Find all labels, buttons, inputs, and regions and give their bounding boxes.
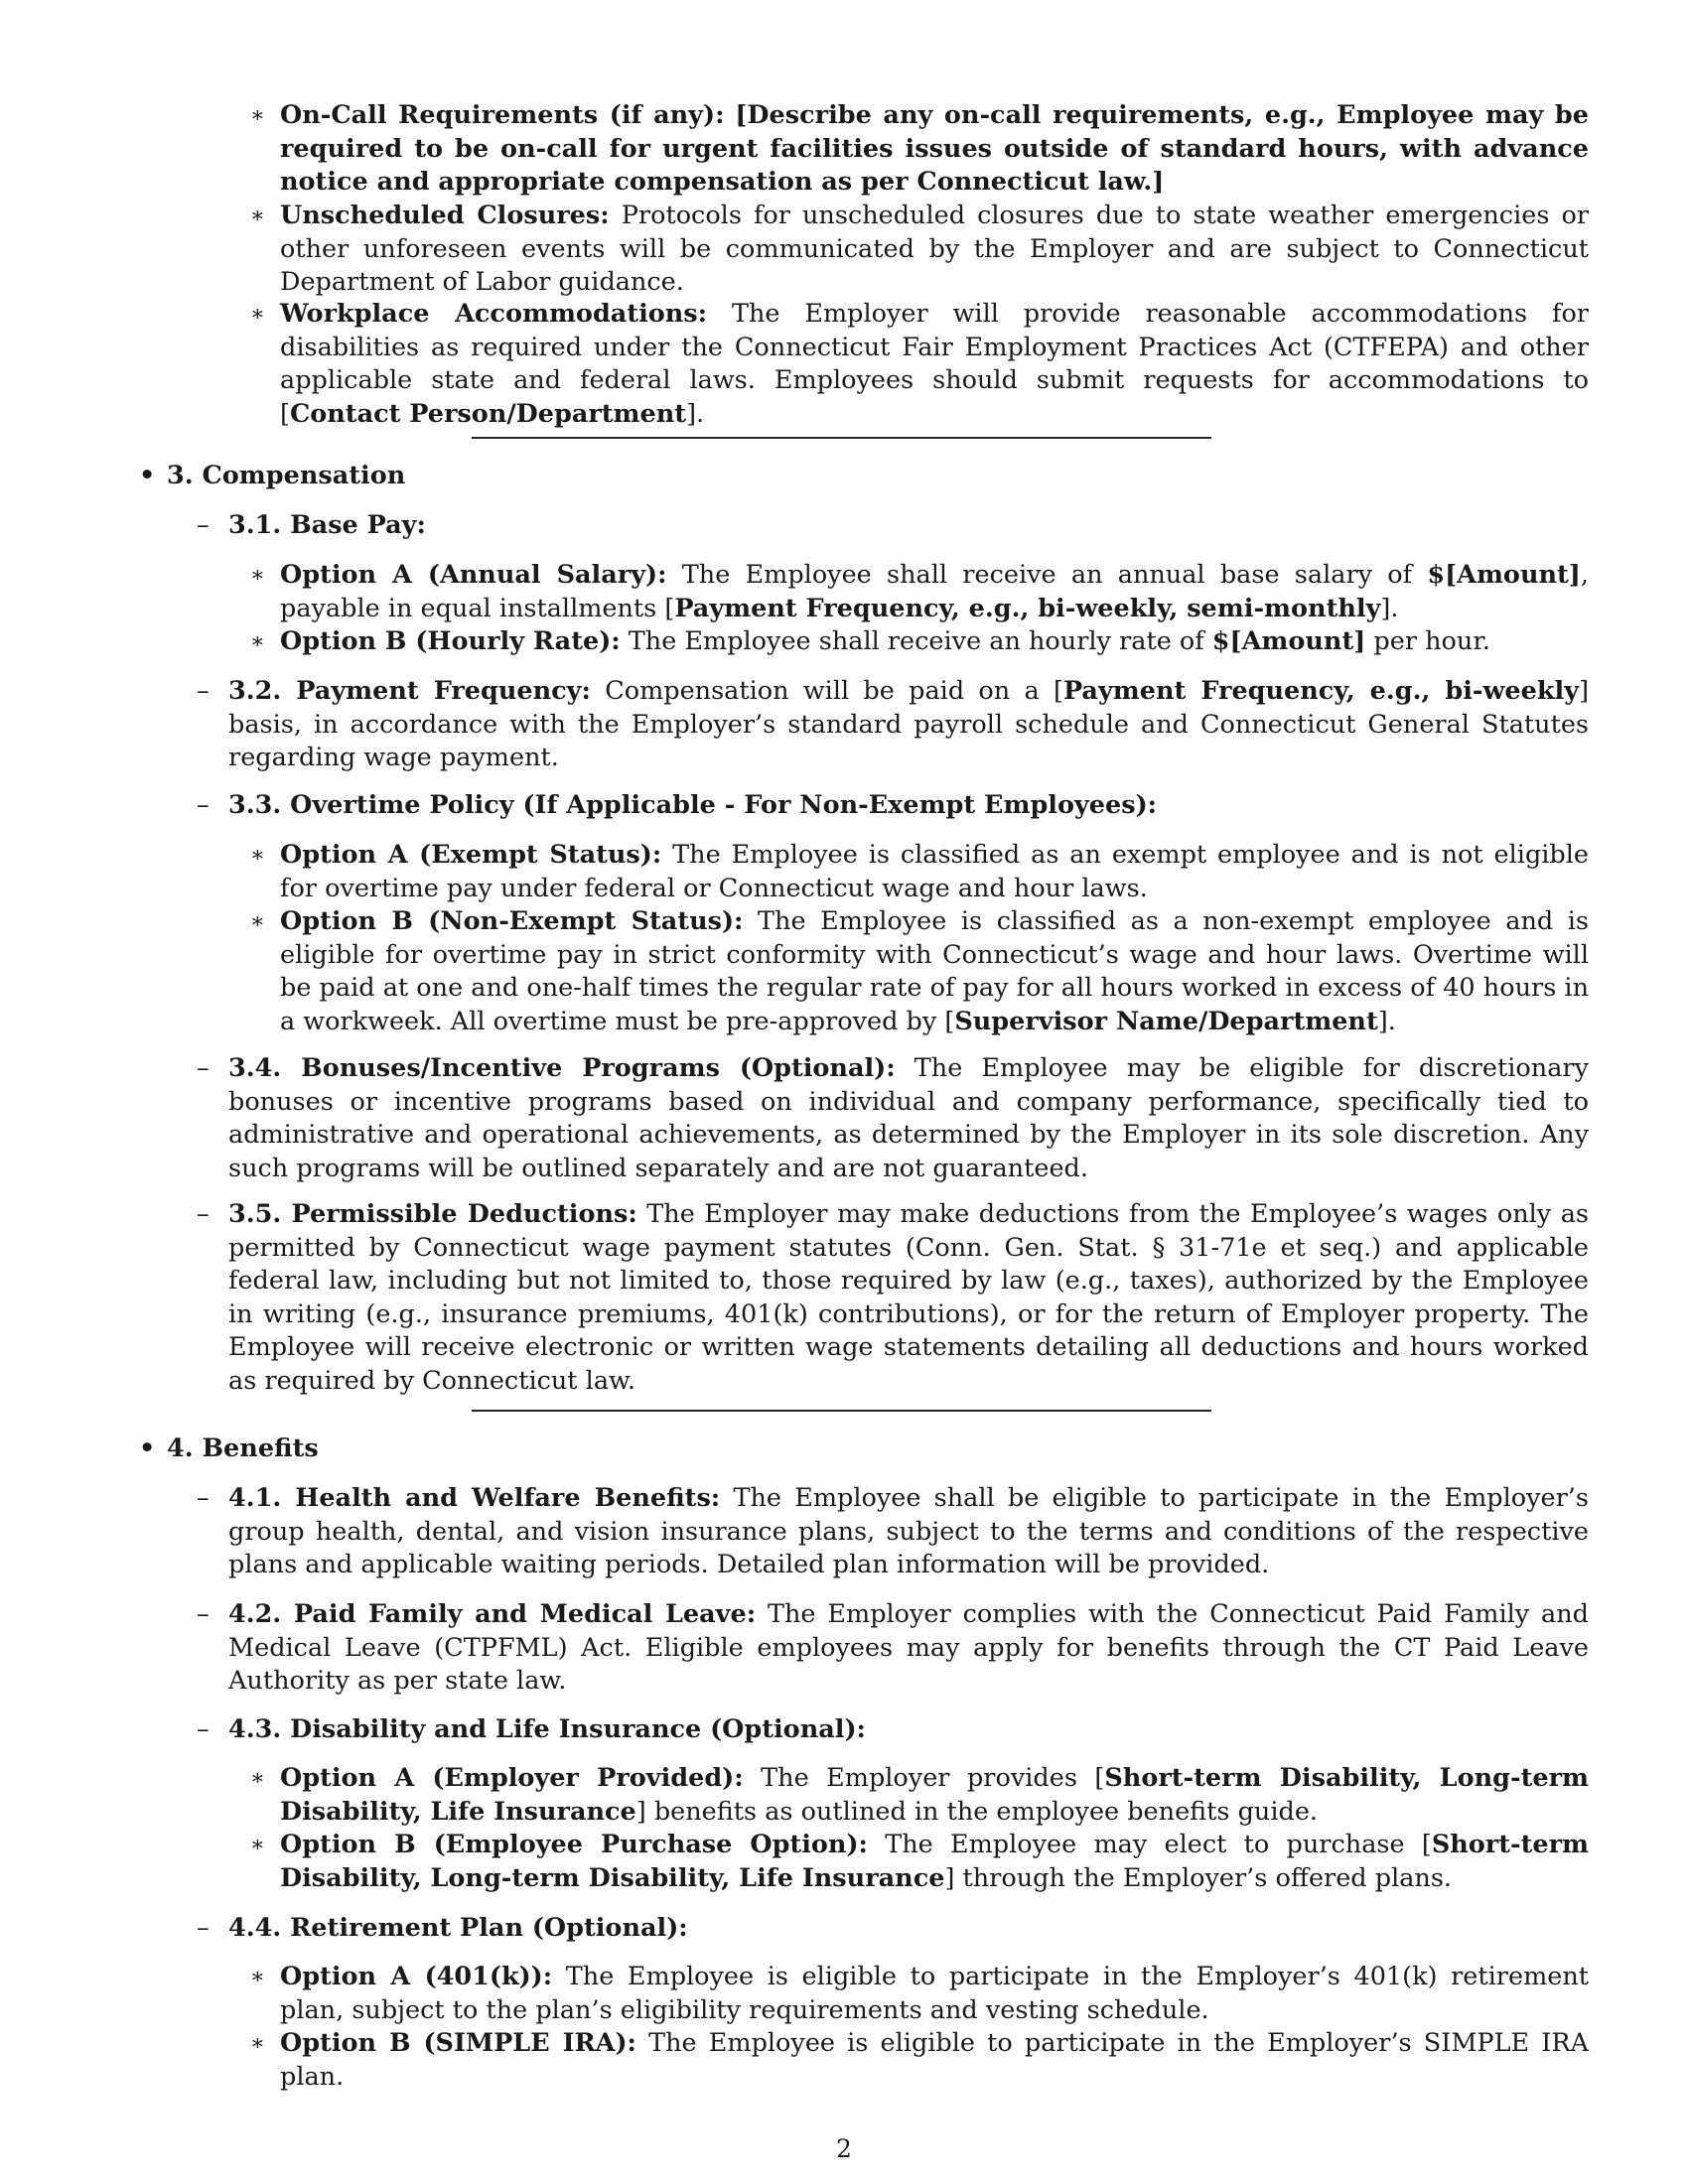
supervisor-placeholder: Supervisor Name/Department bbox=[954, 1006, 1378, 1036]
dash-marker: – bbox=[197, 1913, 210, 1943]
amount-placeholder: $[Amount] bbox=[1427, 560, 1581, 590]
subsection-label: 4.1. Health and Welfare Benefits: bbox=[228, 1483, 721, 1513]
bullet-marker: • bbox=[139, 461, 156, 490]
subsection-label: 3.1. Base Pay: bbox=[228, 510, 426, 540]
item-text: The Employee shall be eligible to participate in the Employer’s group health, dental, and vision insurance plans, subject to the terms and conditions of the respective plans and applicable waiting periods. Detailed plan information will be provided. bbox=[228, 1483, 1589, 1579]
list-item-simple-ira bbox=[250, 2027, 1589, 2094]
section-heading-compensation bbox=[139, 460, 406, 493]
dash-marker: – bbox=[197, 676, 210, 706]
dash-marker: – bbox=[197, 1199, 210, 1229]
item-label: Option B (Non-Exempt Status): bbox=[280, 906, 744, 936]
item-label: Option A (Annual Salary): bbox=[280, 560, 667, 590]
star-marker: ∗ bbox=[250, 204, 265, 228]
item-text: The Employee is classified as an exempt employee and is not eligible for overtime pay under federal or Connecticut wage and hour laws. bbox=[280, 840, 1589, 903]
list-item-non-exempt-status bbox=[250, 905, 1589, 1038]
item-text-end: ]. bbox=[686, 398, 705, 429]
subsection-label: 3.3. Overtime Policy (If Applicable - For Non-Exempt Employees): bbox=[228, 790, 1158, 820]
item-label: Option B (Hourly Rate): bbox=[280, 626, 621, 656]
dash-marker: – bbox=[197, 510, 210, 540]
item-text: The Employer provides [ bbox=[761, 1763, 1105, 1793]
item-label: Option A (Employer Provided): bbox=[280, 1763, 744, 1793]
star-marker: ∗ bbox=[250, 843, 265, 868]
item-text: Protocols for unscheduled closures due to state weather emergencies or other unforeseen events will be communicated by the Employer and are subject to Connecticut Department of Labor guidance. bbox=[280, 201, 1590, 297]
item-text: The Employee shall receive an annual base salary of bbox=[681, 560, 1428, 590]
subsection-overtime-policy bbox=[197, 789, 1589, 823]
item-label: Workplace Accommodations: bbox=[280, 299, 708, 329]
dash-marker: – bbox=[197, 1599, 210, 1629]
subsection-payment-frequency bbox=[197, 675, 1590, 775]
list-item-unscheduled-closures bbox=[250, 200, 1590, 300]
frequency-placeholder: Payment Frequency, e.g., bi-weekly, semi-monthly bbox=[674, 593, 1381, 623]
benefits-placeholder: Short-term Disability, Long-term Disability, Life Insurance bbox=[280, 1763, 1589, 1827]
item-text-end: ] through the Employer’s offered plans. bbox=[944, 1862, 1453, 1893]
item-text: The Employer complies with the Connecticut Paid Family and Medical Leave (CTPFML) Act. Eligible employees may apply for benefits through the CT Paid Leave Authority as per state law. bbox=[228, 1599, 1589, 1696]
amount-placeholder: $[Amount] bbox=[1211, 626, 1366, 656]
subsection-retirement-plan bbox=[197, 1912, 1589, 1946]
subsection-label: 3.2. Payment Frequency: bbox=[228, 676, 591, 706]
heading-text: 3. Compensation bbox=[167, 461, 406, 490]
item-text: The Employee is eligible to participate in the Employer’s 401(k) retirement plan, subject to the plan’s eligibility requirements and vesting schedule. bbox=[280, 1962, 1590, 2025]
subsection-base-pay bbox=[197, 509, 1589, 543]
star-marker: ∗ bbox=[250, 629, 265, 654]
bullet-marker: • bbox=[139, 1433, 156, 1463]
list-item-401k bbox=[250, 1961, 1590, 2027]
item-text: ] basis, in accordance with the Employer’s standard payroll schedule and Connecticut General Statutes regarding wage payment. bbox=[228, 676, 1590, 772]
list-item-employee-purchase bbox=[250, 1829, 1589, 1895]
section-heading-benefits bbox=[139, 1433, 319, 1466]
item-label: Option B (Employee Purchase Option): bbox=[280, 1830, 868, 1859]
list-item-annual-salary bbox=[250, 559, 1589, 625]
item-text-end: ]. bbox=[1377, 1006, 1396, 1036]
star-marker: ∗ bbox=[250, 563, 265, 588]
list-item-exempt-status bbox=[250, 839, 1589, 905]
item-label: Option A (Exempt Status): bbox=[280, 840, 662, 870]
item-text-end: per hour. bbox=[1365, 626, 1490, 656]
list-item-hourly-rate bbox=[250, 625, 1589, 659]
subsection-label: 4.4. Retirement Plan (Optional): bbox=[228, 1913, 688, 1943]
item-label: Option A (401(k)): bbox=[280, 1962, 553, 1991]
item-text: [Describe any on-call requirements, e.g., Employee may be required to be on-call for urgent facilities issues outside of standard hours, with advance notice and appropriate compensation as per Connecticut law.] bbox=[280, 100, 1589, 197]
dash-marker: – bbox=[197, 1053, 210, 1083]
heading-text: 4. Benefits bbox=[167, 1433, 319, 1463]
subsection-label: 3.5. Permissible Deductions: bbox=[228, 1199, 637, 1229]
item-text: The Employer may make deductions from the Employee’s wages only as permitted by Connecticut wage payment statutes (Conn. Gen. Stat. § 31-71e et seq.) and applicable federal law, including but not limited to, those required by law (e.g., taxes), authorized by the Employee in writing (e.g., insurance premiums, 401(k) contributions), or for the return of Employer property. The Employee will receive electronic or written wage statements detailing all deductions and hours worked as required by Connecticut law. bbox=[228, 1199, 1589, 1396]
dash-marker: – bbox=[197, 1714, 210, 1744]
item-text-end: ]. bbox=[1380, 593, 1399, 623]
item-label: On-Call Requirements (if any): bbox=[280, 100, 725, 130]
subsection-permissible-deductions bbox=[197, 1198, 1589, 1398]
star-marker: ∗ bbox=[250, 909, 265, 934]
star-marker: ∗ bbox=[250, 2031, 265, 2056]
list-item-workplace-accommodations bbox=[250, 298, 1589, 431]
subsection-health-welfare bbox=[197, 1482, 1589, 1582]
star-marker: ∗ bbox=[250, 302, 265, 327]
subsection-paid-family-leave bbox=[197, 1598, 1589, 1699]
star-marker: ∗ bbox=[250, 1833, 265, 1857]
page-number: 2 bbox=[836, 2134, 852, 2163]
star-marker: ∗ bbox=[250, 103, 265, 128]
subsection-label: 4.3. Disability and Life Insurance (Optional): bbox=[228, 1714, 866, 1744]
subsection-bonuses bbox=[197, 1052, 1589, 1185]
item-label: Unscheduled Closures: bbox=[280, 201, 610, 230]
list-item-on-call bbox=[250, 99, 1589, 200]
item-text-end: ] benefits as outlined in the employee benefits guide. bbox=[635, 1796, 1319, 1827]
benefits-placeholder: Short-term Disability, Long-term Disability, Life Insurance bbox=[280, 1830, 1589, 1893]
item-text: The Employee may be eligible for discretionary bonuses or incentive programs based on individual and company performance, specifically tied to administrative and operational achievements, as determined by the Employer in its sole discretion. Any such programs will be outlined separately and are not guaranteed. bbox=[228, 1053, 1589, 1183]
section-divider bbox=[472, 1410, 1211, 1412]
star-marker: ∗ bbox=[250, 1965, 265, 1989]
item-text: The Employee is classified as a non-exempt employee and is eligible for overtime pay in strict conformity with Connecticut’s wage and hour laws. Overtime will be paid at one and one-half times the regular rate of pay for all hours worked in excess of 40 hours in a workweek. All overtime must be pre-approved by [ bbox=[280, 906, 1589, 1036]
section-divider bbox=[472, 437, 1211, 439]
item-text: The Employer will provide reasonable accommodations for disabilities as required under the Connecticut Fair Employment Practices Act (CTFEPA) and other applicable state and federal laws. Employees should submit requests for accommodations to [ bbox=[280, 299, 1589, 429]
subsection-disability-life bbox=[197, 1713, 1589, 1747]
contact-placeholder: Contact Person/Department bbox=[289, 398, 687, 429]
item-text: The Employee is eligible to participate in the Employer’s SIMPLE IRA plan. bbox=[280, 2028, 1589, 2092]
subsection-label: 4.2. Paid Family and Medical Leave: bbox=[228, 1599, 757, 1629]
frequency-placeholder: Payment Frequency, e.g., bi-weekly bbox=[1062, 676, 1580, 706]
item-text: , payable in equal installments [ bbox=[280, 560, 1589, 623]
item-text: Compensation will be paid on a [ bbox=[605, 676, 1063, 706]
item-label: Option B (SIMPLE IRA): bbox=[280, 2028, 636, 2058]
star-marker: ∗ bbox=[250, 1766, 265, 1791]
dash-marker: – bbox=[197, 790, 210, 820]
item-text: The Employee shall receive an hourly rate of bbox=[628, 626, 1212, 656]
item-text: The Employee may elect to purchase [ bbox=[885, 1830, 1432, 1859]
subsection-label: 3.4. Bonuses/Incentive Programs (Optional): bbox=[228, 1053, 896, 1083]
list-item-employer-provided bbox=[250, 1762, 1589, 1829]
dash-marker: – bbox=[197, 1483, 210, 1513]
